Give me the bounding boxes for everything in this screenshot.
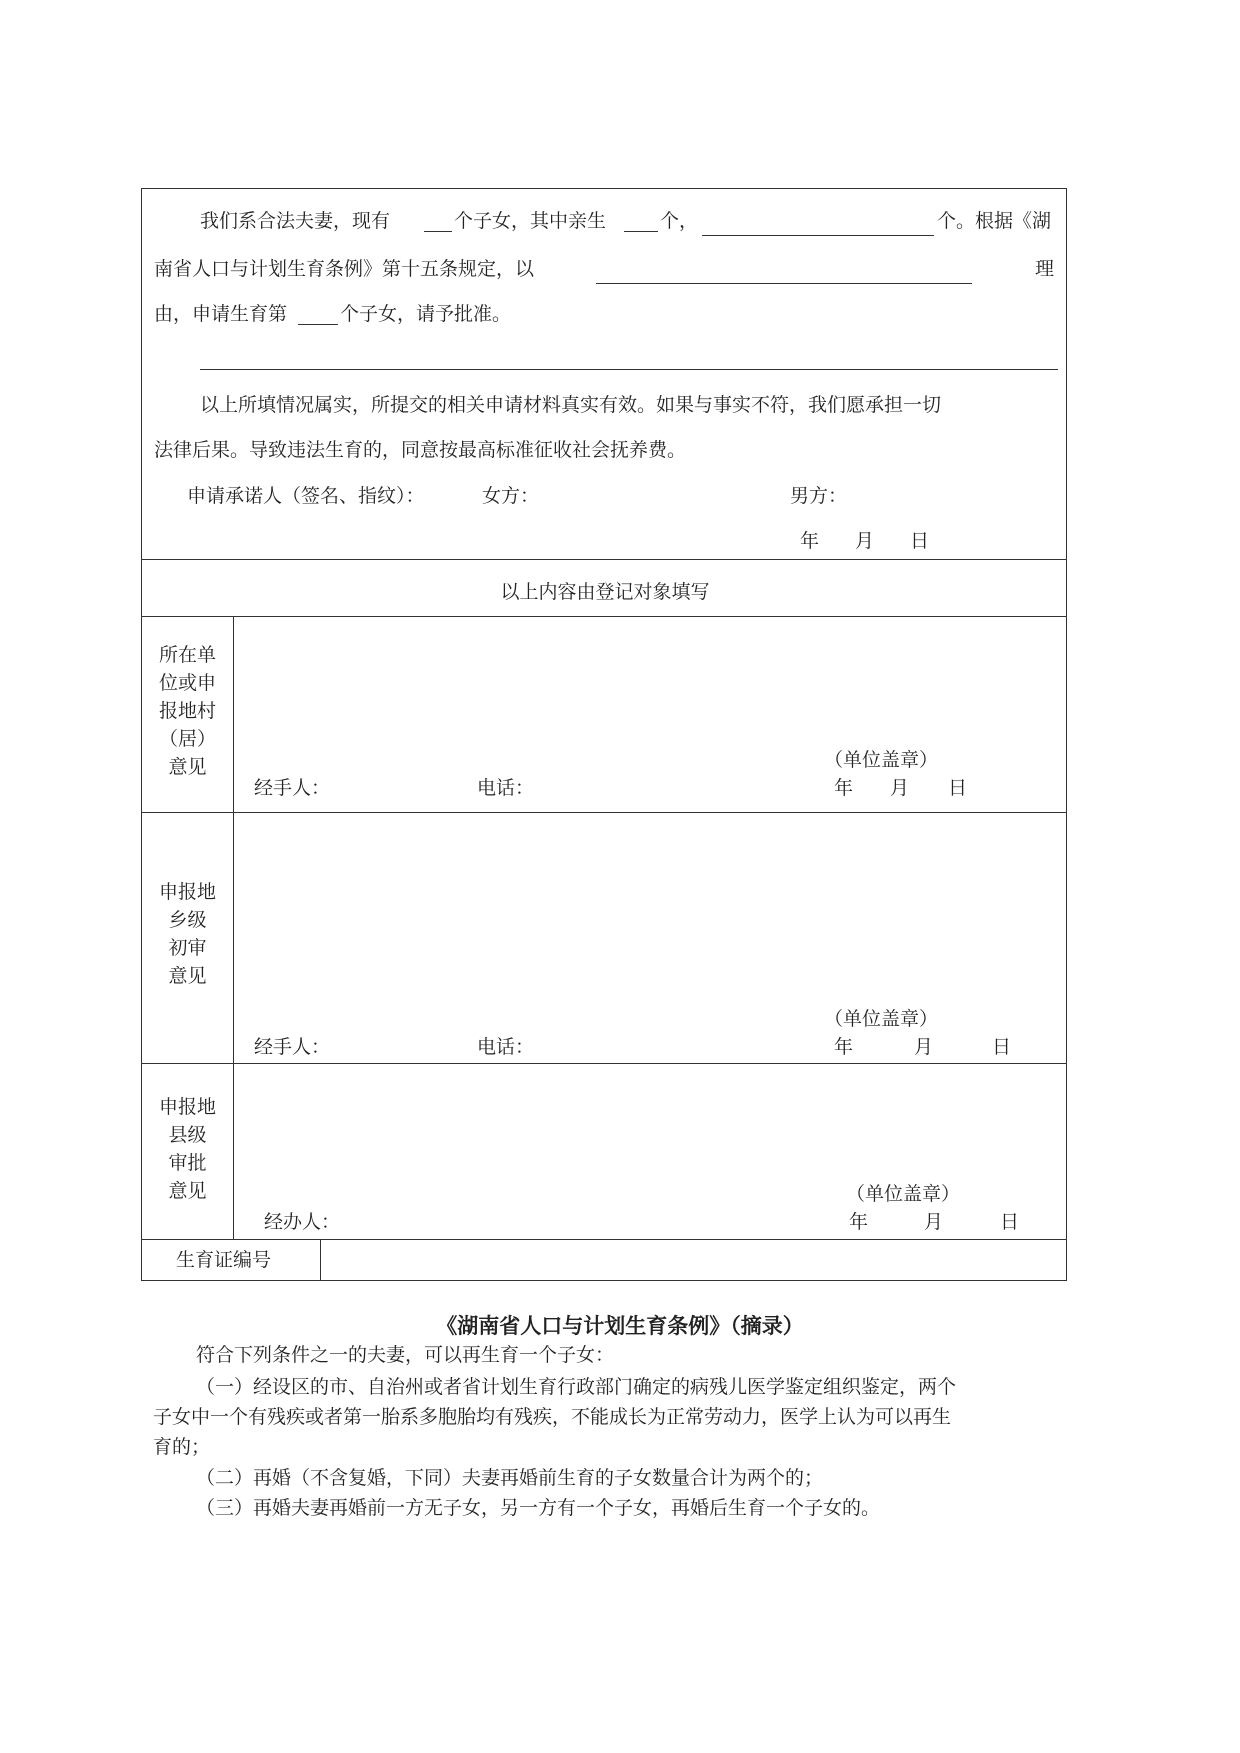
declaration-text-1b: 个子女，其中亲生 [454,210,607,232]
declaration-text-1c: 个， [660,210,699,232]
label-line: 审批 [168,1152,207,1174]
label-line: 乡级 [168,909,207,931]
biological-children-blank[interactable] [624,231,658,232]
excerpt-item-3: （三）再婚夫妻再婚前一方无子女，另一方有一个子女，再婚后生育一个子女的。 [196,1497,881,1519]
declaration-text-3b: 个子女，请予批准。 [340,303,512,325]
date-year: 年 [800,530,820,552]
total-children-blank[interactable] [424,231,452,232]
township-date-month: 月 [914,1036,934,1058]
label-line: 申报地 [158,1096,216,1118]
label-line: （居） [158,728,216,750]
township-phone-label[interactable]: 电话： [477,1036,535,1058]
label-line: 位或申 [158,672,216,694]
signer-label: 申请承诺人（签名、指纹）： [187,485,425,507]
divider [142,616,1066,617]
village-seal: （单位盖章） [824,749,939,771]
extra-reason-line[interactable] [200,369,1058,370]
county-handler-label[interactable]: 经办人： [264,1211,341,1233]
county-date-day: 日 [1000,1211,1020,1233]
declaration-text-1d: 个。根据《湖 [937,210,1052,232]
declaration-text-2b: 理 [1035,258,1055,280]
county-date-year: 年 [849,1211,869,1233]
male-signature-label[interactable]: 男方： [790,485,848,507]
village-date-day: 日 [948,777,968,799]
application-form [141,188,1067,1281]
township-handler-label[interactable]: 经手人： [254,1036,331,1058]
divider [142,1239,1066,1240]
county-approval-label [142,1093,233,1205]
village-date-month: 月 [890,777,910,799]
child-order-blank[interactable] [298,324,338,325]
county-date-month: 月 [924,1211,944,1233]
declaration-text-1a: 我们系合法夫妻，现有 [200,210,391,232]
village-date-year: 年 [834,777,854,799]
township-seal: （单位盖章） [824,1008,939,1030]
label-line: 意见 [168,965,207,987]
village-opinion-label [142,641,233,781]
divider [142,812,1066,813]
township-opinion-label [142,878,233,990]
promise-text-1: 以上所填情况属实，所提交的相关申请材料真实有效。如果与事实不符，我们愿承担一切 [200,394,942,416]
excerpt-item-1-line-3: 育的； [153,1436,211,1458]
label-line: 意见 [168,756,207,778]
label-line: 意见 [168,1180,207,1202]
other-children-blank[interactable] [702,235,934,236]
divider [142,559,1066,560]
declaration-text-3a: 由，申请生育第 [154,303,288,325]
excerpt-item-1-line-2: 子女中一个有残疾或者第一胎系多胞胎均有残疾，不能成长为正常劳动力，医学上认为可以再生 [153,1406,952,1428]
excerpt-intro: 符合下列条件之一的夫妻，可以再生育一个子女： [196,1344,615,1366]
female-signature-label[interactable]: 女方： [482,485,540,507]
township-date-day: 日 [992,1036,1012,1058]
label-line: 报地村 [158,700,216,722]
divider [142,1063,1066,1064]
label-line: 县级 [168,1124,207,1146]
county-seal: （单位盖章） [846,1183,961,1205]
village-handler-label[interactable]: 经手人： [254,777,331,799]
excerpt-title: 《湖南省人口与计划生育条例》（摘录） [436,1314,804,1338]
township-date-year: 年 [834,1036,854,1058]
column-divider [233,616,234,1239]
label-line: 所在单 [158,644,216,666]
date-month: 月 [855,530,875,552]
excerpt-item-1-line-1: （一）经设区的市、自治州或者省计划生育行政部门确定的病残儿医学鉴定组织鉴定，两个 [196,1376,957,1398]
certificate-number-label: 生育证编号 [176,1249,272,1271]
promise-text-2: 法律后果。导致违法生育的，同意按最高标准征收社会抚养费。 [154,439,687,461]
label-line: 初审 [168,937,207,959]
certificate-number-field[interactable] [322,1241,1062,1279]
label-line: 申报地 [158,881,216,903]
column-divider [320,1239,321,1281]
date-day: 日 [910,530,930,552]
reason-blank[interactable] [596,283,972,284]
village-phone-label[interactable]: 电话： [477,777,535,799]
filled-by-note: 以上内容由登记对象填写 [500,581,710,603]
excerpt-item-2: （二）再婚（不含复婚，下同）夫妻再婚前生育的子女数量合计为两个的； [196,1467,824,1489]
declaration-text-2a: 南省人口与计划生育条例》第十五条规定，以 [154,258,535,280]
